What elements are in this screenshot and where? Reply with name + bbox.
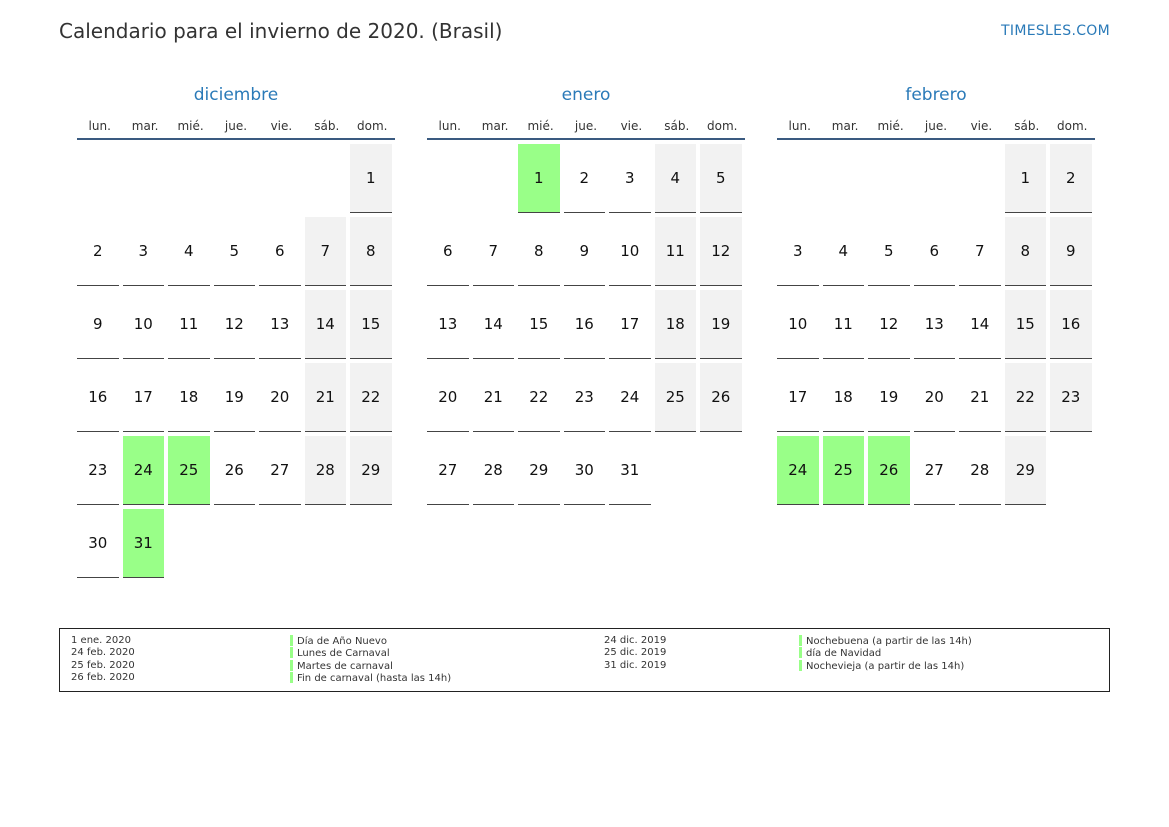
day-number: 7 <box>488 242 499 260</box>
empty-cell <box>259 144 301 213</box>
day-cell[interactable] <box>123 363 165 432</box>
day-number: 1 <box>365 169 376 187</box>
empty-cell <box>473 144 515 213</box>
empty-cell <box>305 144 347 213</box>
day-cell[interactable] <box>518 290 560 359</box>
day-cell[interactable] <box>427 363 469 432</box>
day-number: 13 <box>270 315 290 333</box>
day-number: 4 <box>838 242 849 260</box>
day-number: 22 <box>361 388 381 406</box>
empty-cell <box>914 144 956 213</box>
day-number: 22 <box>1015 388 1035 406</box>
day-number: 29 <box>1015 461 1035 479</box>
day-cell[interactable] <box>564 290 606 359</box>
brand-link[interactable]: TIMESLES.COM <box>1001 23 1110 39</box>
holiday-color-marker <box>799 660 802 671</box>
day-number: 23 <box>88 461 108 479</box>
day-number: 27 <box>438 461 458 479</box>
day-cell[interactable] <box>77 509 119 578</box>
day-cell[interactable] <box>655 363 697 432</box>
day-cell[interactable] <box>1050 290 1092 359</box>
legend-holiday-text: Día de Año Nuevo <box>297 636 387 647</box>
empty-cell <box>168 144 210 213</box>
weekday-header <box>427 112 745 140</box>
day-number: 29 <box>361 461 381 479</box>
empty-cell <box>868 144 910 213</box>
day-number: 17 <box>620 315 640 333</box>
holiday-color-marker <box>799 635 802 646</box>
day-cell[interactable] <box>1050 217 1092 286</box>
holiday-color-marker <box>290 635 293 646</box>
day-number: 7 <box>974 242 985 260</box>
holiday-color-marker <box>290 672 293 683</box>
day-number: 28 <box>483 461 503 479</box>
day-number: 26 <box>224 461 244 479</box>
day-number: 4 <box>670 169 681 187</box>
weekday-label: sáb. <box>314 119 340 133</box>
day-number: 19 <box>879 388 899 406</box>
day-number: 11 <box>833 315 853 333</box>
day-number: 7 <box>320 242 331 260</box>
day-cell[interactable] <box>700 217 742 286</box>
empty-cell <box>823 144 865 213</box>
day-cell[interactable] <box>168 290 210 359</box>
day-cell[interactable] <box>350 363 392 432</box>
day-cell[interactable] <box>123 509 165 578</box>
day-cell[interactable] <box>214 290 256 359</box>
day-number: 14 <box>315 315 335 333</box>
day-number: 10 <box>133 315 153 333</box>
day-cell[interactable] <box>214 436 256 505</box>
day-number: 8 <box>365 242 376 260</box>
legend-holiday-text: Nochevieja (a partir de las 14h) <box>806 660 965 672</box>
day-number: 31 <box>133 534 153 552</box>
holiday-legend <box>59 628 1110 692</box>
day-number: 11 <box>665 242 685 260</box>
day-cell[interactable] <box>823 290 865 359</box>
day-number: 18 <box>179 388 199 406</box>
day-cell[interactable] <box>427 436 469 505</box>
legend-holiday-text: Martes de carnaval <box>297 660 393 672</box>
day-cell[interactable] <box>655 144 697 213</box>
month-febrero <box>777 84 1095 505</box>
legend-holiday-name <box>799 635 972 647</box>
day-number: 28 <box>315 461 335 479</box>
day-grid <box>77 144 395 578</box>
day-number: 22 <box>529 388 549 406</box>
weekday-label: lun. <box>88 119 111 133</box>
day-number: 3 <box>792 242 803 260</box>
day-number: 15 <box>529 315 549 333</box>
day-number: 23 <box>574 388 594 406</box>
legend-holiday-name <box>290 672 451 684</box>
day-number: 12 <box>224 315 244 333</box>
day-cell[interactable] <box>959 363 1001 432</box>
day-number: 11 <box>179 315 199 333</box>
legend-dates-left <box>71 635 135 685</box>
legend-holiday-text: día de Navidad <box>806 648 882 660</box>
legend-holiday-name <box>799 660 972 672</box>
day-number: 28 <box>970 461 990 479</box>
day-number: 31 <box>620 461 640 479</box>
day-cell[interactable] <box>305 436 347 505</box>
day-cell[interactable] <box>427 290 469 359</box>
empty-cell <box>959 144 1001 213</box>
day-cell[interactable] <box>473 290 515 359</box>
legend-holiday-name <box>290 660 451 672</box>
day-number: 13 <box>924 315 944 333</box>
day-number: 20 <box>438 388 458 406</box>
holiday-color-marker <box>290 660 293 671</box>
day-number: 24 <box>133 461 153 479</box>
day-number: 24 <box>620 388 640 406</box>
day-cell[interactable] <box>518 217 560 286</box>
day-number: 25 <box>665 388 685 406</box>
day-number: 5 <box>229 242 240 260</box>
weekday-label: mar. <box>131 119 159 133</box>
day-number: 23 <box>1061 388 1081 406</box>
day-grid <box>427 144 745 505</box>
day-number: 5 <box>715 169 726 187</box>
day-cell[interactable] <box>914 363 956 432</box>
day-cell[interactable] <box>609 363 651 432</box>
day-cell[interactable] <box>1005 290 1047 359</box>
day-number: 14 <box>970 315 990 333</box>
legend-holiday-text: Nochebuena (a partir de las 14h) <box>806 636 972 647</box>
day-cell[interactable] <box>700 290 742 359</box>
legend-date: 24 dic. 2019 <box>604 635 667 646</box>
day-cell[interactable] <box>959 290 1001 359</box>
day-number: 21 <box>315 388 335 406</box>
day-number: 25 <box>179 461 199 479</box>
day-cell[interactable] <box>609 436 651 505</box>
day-cell[interactable] <box>868 436 910 505</box>
empty-cell <box>77 144 119 213</box>
month-diciembre <box>77 84 395 578</box>
day-cell[interactable] <box>959 217 1001 286</box>
legend-holiday-text: Lunes de Carnaval <box>297 648 390 660</box>
day-number: 10 <box>620 242 640 260</box>
day-number: 9 <box>579 242 590 260</box>
day-cell[interactable] <box>823 436 865 505</box>
empty-cell <box>777 144 819 213</box>
day-cell[interactable] <box>168 436 210 505</box>
day-cell[interactable] <box>868 363 910 432</box>
day-cell[interactable] <box>914 436 956 505</box>
day-cell[interactable] <box>77 217 119 286</box>
day-cell[interactable] <box>655 290 697 359</box>
day-cell[interactable] <box>700 363 742 432</box>
day-number: 9 <box>1065 242 1076 260</box>
legend-names-left <box>290 635 451 685</box>
day-cell[interactable] <box>1050 363 1092 432</box>
day-cell[interactable] <box>518 436 560 505</box>
weekday-label: jue. <box>224 119 248 133</box>
weekday-label: vie. <box>270 119 293 133</box>
day-cell[interactable] <box>259 436 301 505</box>
day-cell[interactable] <box>609 144 651 213</box>
day-cell[interactable] <box>77 436 119 505</box>
weekday-label: jue. <box>574 119 598 133</box>
day-number: 19 <box>711 315 731 333</box>
weekday-header <box>77 112 395 140</box>
day-cell[interactable] <box>609 217 651 286</box>
legend-date: 24 feb. 2020 <box>71 647 135 659</box>
day-cell[interactable] <box>350 144 392 213</box>
day-number: 4 <box>183 242 194 260</box>
day-number: 27 <box>924 461 944 479</box>
day-number: 18 <box>665 315 685 333</box>
day-cell[interactable] <box>168 217 210 286</box>
day-cell[interactable] <box>564 363 606 432</box>
weekday-label: mié. <box>877 119 904 133</box>
day-number: 30 <box>88 534 108 552</box>
day-number: 12 <box>879 315 899 333</box>
day-cell[interactable] <box>427 217 469 286</box>
day-number: 12 <box>711 242 731 260</box>
month-name: febrero <box>905 85 967 105</box>
day-cell[interactable] <box>123 290 165 359</box>
day-number: 21 <box>483 388 503 406</box>
month-name: diciembre <box>193 85 279 105</box>
day-cell[interactable] <box>609 290 651 359</box>
day-cell[interactable] <box>168 363 210 432</box>
day-cell[interactable] <box>914 290 956 359</box>
day-number: 6 <box>442 242 453 260</box>
day-cell[interactable] <box>350 290 392 359</box>
day-number: 15 <box>361 315 381 333</box>
day-cell[interactable] <box>259 217 301 286</box>
legend-holiday-name <box>290 647 451 659</box>
day-number: 10 <box>788 315 808 333</box>
day-cell[interactable] <box>564 217 606 286</box>
legend-date: 26 feb. 2020 <box>71 672 135 684</box>
day-cell[interactable] <box>77 290 119 359</box>
day-number: 20 <box>924 388 944 406</box>
day-number: 2 <box>1065 169 1076 187</box>
day-cell[interactable] <box>518 363 560 432</box>
day-cell[interactable] <box>473 363 515 432</box>
weekday-label: mar. <box>831 119 859 133</box>
weekday-label: mié. <box>527 119 554 133</box>
day-number: 25 <box>833 461 853 479</box>
holiday-color-marker <box>799 647 802 658</box>
day-number: 6 <box>929 242 940 260</box>
day-cell[interactable] <box>350 217 392 286</box>
day-number: 29 <box>529 461 549 479</box>
empty-cell <box>123 144 165 213</box>
month-enero <box>427 84 745 505</box>
day-number: 1 <box>533 169 544 187</box>
day-cell[interactable] <box>564 436 606 505</box>
day-number: 9 <box>92 315 103 333</box>
day-grid <box>777 144 1095 505</box>
day-cell[interactable] <box>123 217 165 286</box>
day-cell[interactable] <box>777 436 819 505</box>
day-number: 17 <box>788 388 808 406</box>
day-number: 8 <box>1020 242 1031 260</box>
day-cell[interactable] <box>655 217 697 286</box>
day-number: 20 <box>270 388 290 406</box>
empty-cell <box>214 144 256 213</box>
day-cell[interactable] <box>214 217 256 286</box>
day-number: 3 <box>138 242 149 260</box>
legend-holiday-name <box>290 635 451 647</box>
day-number: 16 <box>574 315 594 333</box>
legend-date: 1 ene. 2020 <box>71 635 131 646</box>
day-cell[interactable] <box>259 363 301 432</box>
day-number: 5 <box>883 242 894 260</box>
day-cell[interactable] <box>214 363 256 432</box>
day-cell[interactable] <box>777 290 819 359</box>
legend-date: 25 dic. 2019 <box>604 647 667 659</box>
day-number: 15 <box>1015 315 1035 333</box>
day-cell[interactable] <box>564 144 606 213</box>
day-number: 16 <box>1061 315 1081 333</box>
day-cell[interactable] <box>823 363 865 432</box>
day-cell[interactable] <box>1005 363 1047 432</box>
legend-holiday-text: Fin de carnaval (hasta las 14h) <box>297 673 452 685</box>
day-cell[interactable] <box>823 217 865 286</box>
weekday-label: lun. <box>788 119 811 133</box>
weekday-label: dom. <box>707 119 738 133</box>
holiday-color-marker <box>290 647 293 658</box>
empty-cell <box>427 144 469 213</box>
day-cell[interactable] <box>305 363 347 432</box>
day-number: 17 <box>133 388 153 406</box>
day-number: 18 <box>833 388 853 406</box>
legend-date: 25 feb. 2020 <box>71 659 135 671</box>
weekday-label: sáb. <box>1014 119 1040 133</box>
month-name: enero <box>561 85 611 105</box>
day-cell[interactable] <box>305 290 347 359</box>
day-number: 3 <box>624 169 635 187</box>
day-number: 14 <box>483 315 503 333</box>
day-cell[interactable] <box>1050 144 1092 213</box>
day-cell[interactable] <box>959 436 1001 505</box>
weekday-label: lun. <box>438 119 461 133</box>
day-cell[interactable] <box>700 144 742 213</box>
weekday-label: sáb. <box>664 119 690 133</box>
day-number: 21 <box>970 388 990 406</box>
weekday-label: dom. <box>1057 119 1088 133</box>
day-cell[interactable] <box>77 363 119 432</box>
day-cell[interactable] <box>123 436 165 505</box>
legend-dates-right <box>604 635 666 672</box>
day-cell[interactable] <box>868 217 910 286</box>
day-number: 27 <box>270 461 290 479</box>
day-number: 2 <box>92 242 103 260</box>
weekday-label: vie. <box>620 119 643 133</box>
day-number: 19 <box>224 388 244 406</box>
page-title: Calendario para el invierno de 2020. (Brasil) <box>59 19 503 43</box>
day-cell[interactable] <box>473 217 515 286</box>
legend-holiday-name <box>799 647 972 659</box>
day-cell[interactable] <box>518 144 560 213</box>
day-number: 26 <box>711 388 731 406</box>
day-cell[interactable] <box>473 436 515 505</box>
legend-date: 31 dic. 2019 <box>604 659 667 671</box>
day-cell[interactable] <box>259 290 301 359</box>
weekday-header <box>777 112 1095 140</box>
weekday-label: jue. <box>924 119 948 133</box>
day-cell[interactable] <box>350 436 392 505</box>
day-cell[interactable] <box>914 217 956 286</box>
weekday-label: dom. <box>357 119 388 133</box>
legend-names-right <box>799 635 972 672</box>
day-cell[interactable] <box>1005 436 1047 505</box>
day-number: 30 <box>574 461 594 479</box>
day-cell[interactable] <box>777 217 819 286</box>
day-number: 6 <box>274 242 285 260</box>
weekday-label: mié. <box>177 119 204 133</box>
day-cell[interactable] <box>1005 217 1047 286</box>
day-cell[interactable] <box>305 217 347 286</box>
weekday-label: vie. <box>970 119 993 133</box>
day-number: 24 <box>788 461 808 479</box>
day-number: 26 <box>879 461 899 479</box>
day-number: 1 <box>1020 169 1031 187</box>
day-number: 16 <box>88 388 108 406</box>
day-cell[interactable] <box>777 363 819 432</box>
day-cell[interactable] <box>868 290 910 359</box>
day-number: 8 <box>533 242 544 260</box>
day-number: 13 <box>438 315 458 333</box>
weekday-label: mar. <box>481 119 509 133</box>
day-cell[interactable] <box>1005 144 1047 213</box>
day-number: 2 <box>579 169 590 187</box>
